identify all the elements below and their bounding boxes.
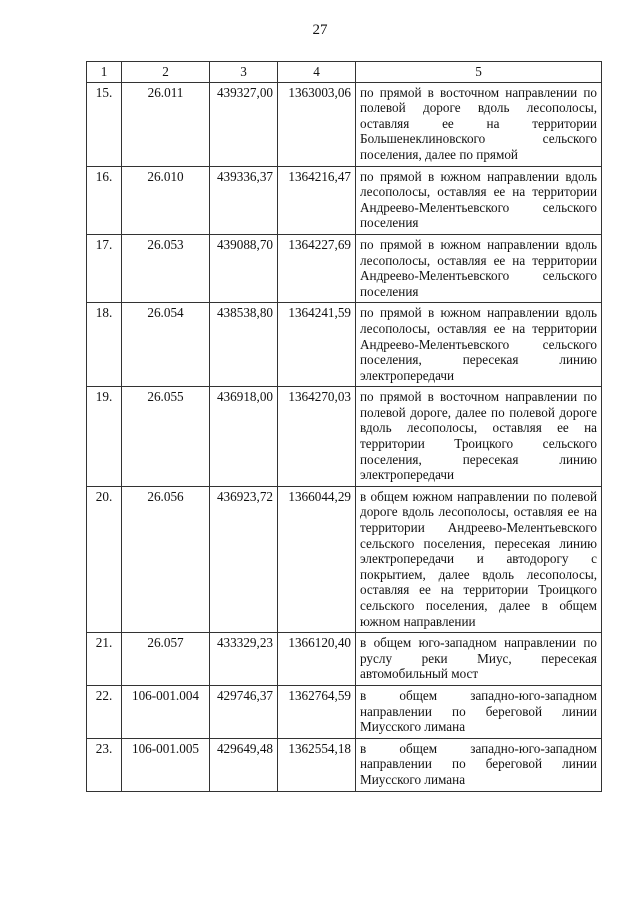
header-col-5: 5 — [356, 62, 602, 83]
row-number: 17. — [87, 234, 122, 302]
boundary-description: в общем западно-юго-западном направлении по береговой линии Миусского лимана — [356, 685, 602, 738]
y-coordinate: 1364270,03 — [278, 387, 356, 487]
boundary-description: по прямой в восточном направлении по полевой дороге, далее по полевой дороге вдоль лесополосы, оставляя ее на территории Троицкого сельского поселения, пересекая линию электропередачи — [356, 387, 602, 487]
y-coordinate: 1364241,59 — [278, 303, 356, 387]
row-number: 20. — [87, 486, 122, 632]
x-coordinate: 439327,00 — [210, 82, 278, 166]
point-code: 106-001.005 — [122, 738, 210, 791]
row-number: 18. — [87, 303, 122, 387]
y-coordinate: 1363003,06 — [278, 82, 356, 166]
point-code: 26.053 — [122, 234, 210, 302]
y-coordinate: 1364227,69 — [278, 234, 356, 302]
table-header-row — [87, 62, 602, 83]
point-code: 26.057 — [122, 633, 210, 686]
table-row — [87, 303, 602, 387]
x-coordinate: 436918,00 — [210, 387, 278, 487]
y-coordinate: 1362764,59 — [278, 685, 356, 738]
table-row — [87, 387, 602, 487]
row-number: 23. — [87, 738, 122, 791]
table-row — [87, 82, 602, 166]
y-coordinate: 1366044,29 — [278, 486, 356, 632]
x-coordinate: 439336,37 — [210, 166, 278, 234]
boundary-description: по прямой в восточном направлении по полевой дороге вдоль лесополосы, оставляя ее на территории Большенеклиновского сельского поселения, далее по прямой — [356, 82, 602, 166]
header-col-2: 2 — [122, 62, 210, 83]
point-code: 26.055 — [122, 387, 210, 487]
header-col-4: 4 — [278, 62, 356, 83]
y-coordinate: 1364216,47 — [278, 166, 356, 234]
boundary-description: в общем западно-юго-западном направлении по береговой линии Миусского лимана — [356, 738, 602, 791]
table-row — [87, 738, 602, 791]
x-coordinate: 433329,23 — [210, 633, 278, 686]
boundary-description: по прямой в южном направлении вдоль лесополосы, оставляя ее на территории Андреево-Мелентьевского сельского поселения, пересекая линию электропередачи — [356, 303, 602, 387]
x-coordinate: 429649,48 — [210, 738, 278, 791]
point-code: 26.010 — [122, 166, 210, 234]
x-coordinate: 438538,80 — [210, 303, 278, 387]
table-row — [87, 234, 602, 302]
point-code: 26.054 — [122, 303, 210, 387]
x-coordinate: 429746,37 — [210, 685, 278, 738]
row-number: 16. — [87, 166, 122, 234]
boundary-description: по прямой в южном направлении вдоль лесополосы, оставляя ее на территории Андреево-Мелентьевского сельского поселения — [356, 166, 602, 234]
boundary-description: в общем юго-западном направлении по руслу реки Миус, пересекая автомобильный мост — [356, 633, 602, 686]
boundary-description: по прямой в южном направлении вдоль лесополосы, оставляя ее на территории Андреево-Мелентьевского сельского поселения — [356, 234, 602, 302]
y-coordinate: 1366120,40 — [278, 633, 356, 686]
page-number: 27 — [312, 22, 328, 38]
row-number: 19. — [87, 387, 122, 487]
boundary-description: в общем южном направлении по полевой дороге вдоль лесополосы, оставляя ее на территории Андреево-Мелентьевского сельского поселения, пересекая линию электропередачи и автодорогу с покрытием, далее вдоль лесополосы, оставляя ее на территории Троицкого сельского поселения, далее в общем южном направлении — [356, 486, 602, 632]
x-coordinate: 439088,70 — [210, 234, 278, 302]
header-col-3: 3 — [210, 62, 278, 83]
boundary-table — [86, 61, 602, 792]
table-row — [87, 166, 602, 234]
header-col-1: 1 — [87, 62, 122, 83]
point-code: 26.011 — [122, 82, 210, 166]
row-number: 15. — [87, 82, 122, 166]
table-row — [87, 486, 602, 632]
row-number: 21. — [87, 633, 122, 686]
y-coordinate: 1362554,18 — [278, 738, 356, 791]
x-coordinate: 436923,72 — [210, 486, 278, 632]
table-row — [87, 633, 602, 686]
point-code: 106-001.004 — [122, 685, 210, 738]
table-row — [87, 685, 602, 738]
point-code: 26.056 — [122, 486, 210, 632]
row-number: 22. — [87, 685, 122, 738]
